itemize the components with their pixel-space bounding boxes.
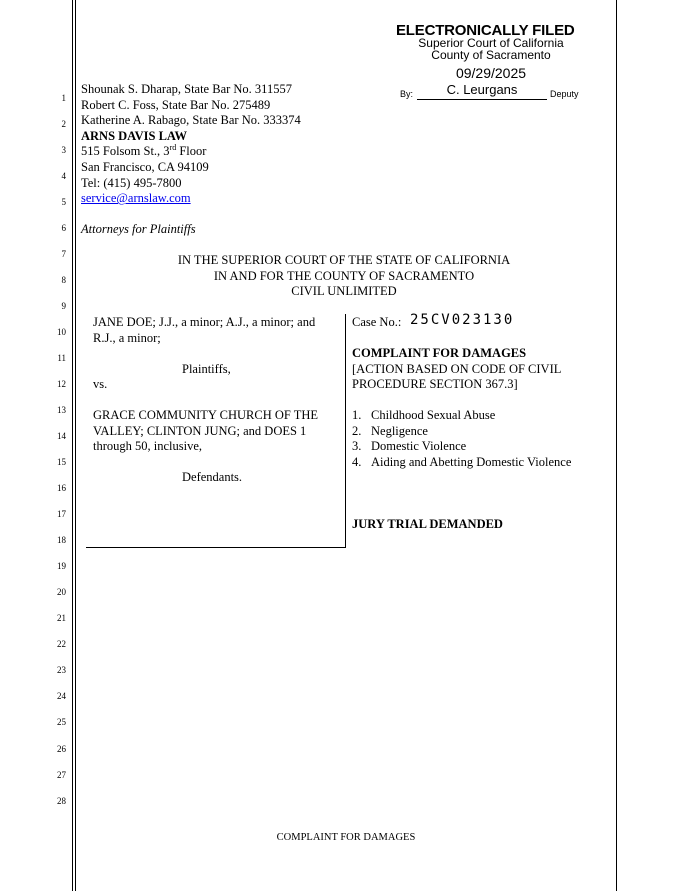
- line-number: 25: [57, 717, 66, 727]
- stamp-by-label: By:: [400, 89, 414, 99]
- cause-text: Domestic Violence: [371, 439, 467, 454]
- caption-divider-bottom: [86, 547, 346, 548]
- plaintiffs-label: Plaintiffs,: [182, 362, 231, 376]
- line-number: 18: [57, 535, 66, 545]
- case-number-label: Case No.:: [352, 315, 402, 329]
- cause-number: 1.: [352, 408, 362, 422]
- defendants-names: VALLEY; CLINTON JUNG; and DOES 1: [93, 423, 307, 438]
- attorney-line: Robert C. Foss, State Bar No. 275489: [81, 97, 271, 112]
- caption-divider-vertical: [345, 314, 346, 548]
- case-number: 25CV023130: [410, 312, 515, 328]
- cause-text: Negligence: [371, 423, 428, 438]
- line-number: 16: [57, 483, 66, 493]
- jury-demand: JURY TRIAL DEMANDED: [352, 517, 503, 531]
- court-heading-line: CIVIL UNLIMITED: [291, 284, 397, 299]
- line-number: 17: [57, 509, 66, 519]
- line-number: 14: [57, 431, 66, 441]
- stamp-date: 09/29/2025: [455, 65, 527, 81]
- line-number: 10: [57, 327, 66, 337]
- line-number: 23: [57, 665, 66, 675]
- line-number: 27: [57, 770, 66, 780]
- line-number: 2: [61, 119, 66, 129]
- attorney-line: Katherine A. Rabago, State Bar No. 333374: [81, 113, 301, 128]
- left-margin-rule-inner: [75, 0, 76, 891]
- footer-title: COMPLAINT FOR DAMAGES: [276, 832, 416, 843]
- defendants-label: Defendants.: [182, 470, 243, 484]
- plaintiffs-names: R.J., a minor;: [93, 330, 161, 345]
- footer-rule: [76, 822, 616, 823]
- defendants-names: through 50, inclusive,: [93, 439, 203, 454]
- address-street: 515 Folsom St., 3: [81, 144, 170, 159]
- document-title: COMPLAINT FOR DAMAGES: [352, 346, 527, 360]
- cause-item: [352, 424, 428, 440]
- line-number: 8: [61, 275, 66, 285]
- firm-email-link[interactable]: service@arnslaw.com: [81, 191, 191, 206]
- line-number: 11: [57, 353, 66, 363]
- firm-city: San Francisco, CA 94109: [81, 160, 209, 174]
- line-number: 12: [57, 379, 66, 389]
- counsel-role: Attorneys for Plaintiffs: [81, 222, 196, 236]
- plaintiffs-names: JANE DOE; J.J., a minor; A.J., a minor; and: [93, 315, 316, 329]
- line-number: 28: [57, 796, 66, 806]
- cause-number: 4.: [352, 454, 362, 469]
- versus-label: vs.: [93, 377, 108, 391]
- line-number: 1: [61, 93, 66, 103]
- line-number: 6: [61, 223, 66, 233]
- defendants-names: GRACE COMMUNITY CHURCH OF THE: [93, 408, 319, 422]
- address-ordinal: rd: [169, 143, 177, 153]
- action-basis: [ACTION BASED ON CODE OF CIVIL: [352, 361, 562, 376]
- line-number: 3: [61, 145, 66, 155]
- line-number: 5: [61, 197, 66, 207]
- line-number: 22: [57, 639, 66, 649]
- attorney-line: Shounak S. Dharap, State Bar No. 311557: [81, 82, 292, 96]
- line-number: 21: [57, 613, 66, 623]
- line-number: 13: [57, 405, 66, 415]
- line-number: 4: [61, 171, 66, 181]
- court-heading-line: IN AND FOR THE COUNTY OF SACRAMENTO: [213, 268, 475, 283]
- stamp-county: County of Sacramento: [431, 48, 551, 62]
- cause-text: Aiding and Abetting Domestic Violence: [371, 454, 572, 469]
- cause-item: [352, 439, 466, 455]
- right-margin-rule: [616, 0, 617, 891]
- stamp-signature-line: [417, 99, 547, 100]
- line-number: 19: [57, 561, 66, 571]
- cause-number: 3.: [352, 439, 362, 454]
- line-number: 20: [57, 587, 66, 597]
- cause-number: 2.: [352, 423, 362, 438]
- line-number: 24: [57, 691, 66, 701]
- action-basis: PROCEDURE SECTION 367.3]: [352, 377, 518, 392]
- stamp-title: ELECTRONICALLY FILED: [396, 22, 575, 39]
- stamp-court: Superior Court of California: [418, 36, 564, 50]
- court-heading-line: IN THE SUPERIOR COURT OF THE STATE OF CALIFORNIA: [177, 253, 511, 267]
- left-margin-rule-outer: [72, 0, 73, 891]
- line-number: 7: [61, 249, 66, 259]
- cause-item: [352, 455, 571, 471]
- address-floor: Floor: [176, 144, 207, 159]
- firm-phone: Tel: (415) 495-7800: [81, 175, 182, 190]
- line-number: 9: [61, 301, 66, 311]
- firm-name: ARNS DAVIS LAW: [81, 128, 188, 143]
- cause-item: [352, 408, 495, 424]
- firm-address: [81, 144, 206, 160]
- stamp-deputy-label: Deputy: [550, 89, 579, 99]
- line-number: 15: [57, 457, 66, 467]
- cause-text: Childhood Sexual Abuse: [371, 408, 496, 422]
- line-number: 26: [57, 744, 66, 754]
- stamp-clerk: C. Leurgans: [446, 82, 518, 97]
